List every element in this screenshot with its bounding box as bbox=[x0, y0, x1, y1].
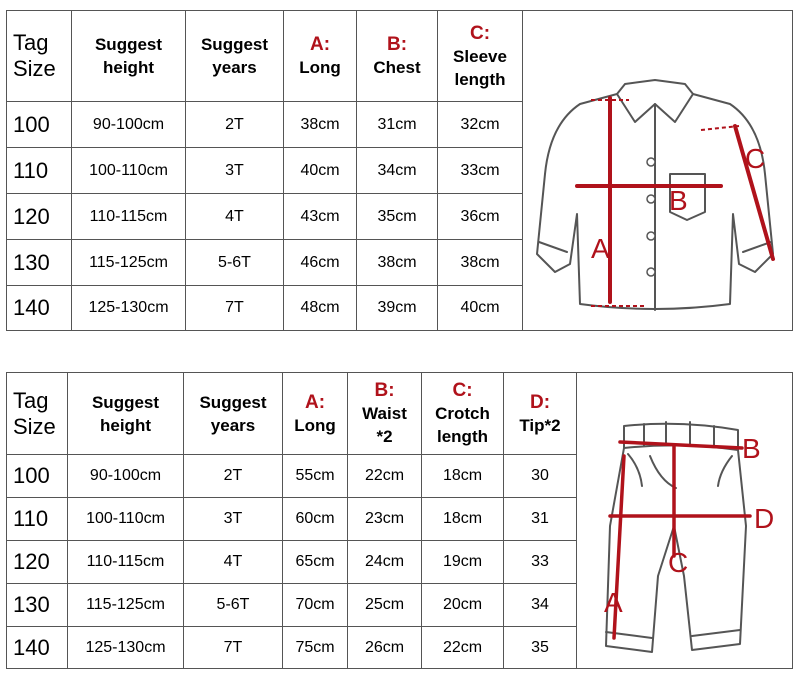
years-cell: 4T bbox=[184, 541, 283, 584]
sleeve-cell: 32cm bbox=[438, 102, 523, 148]
tip-cell: 34 bbox=[504, 584, 577, 627]
crotch-cell: 22cm bbox=[422, 627, 504, 669]
tag-size-cell: 130 bbox=[7, 584, 68, 627]
long-cell: 46cm bbox=[284, 240, 357, 286]
header-line: Tag bbox=[13, 387, 49, 413]
tip-cell: 35 bbox=[504, 627, 577, 669]
tag-size-cell: 120 bbox=[7, 194, 72, 240]
header-line: Long bbox=[299, 58, 341, 77]
diagram-label-d: D bbox=[754, 503, 775, 534]
long-cell: 65cm bbox=[283, 541, 348, 584]
long-cell: 38cm bbox=[284, 102, 357, 148]
header-line: Suggest bbox=[200, 35, 269, 54]
crotch-cell: 18cm bbox=[422, 455, 504, 498]
height-cell: 90-100cm bbox=[72, 102, 186, 148]
height-cell: 125-130cm bbox=[72, 286, 186, 331]
diagram-label-c: C bbox=[668, 547, 689, 578]
height-cell: 115-125cm bbox=[68, 584, 184, 627]
header-line: Tag bbox=[13, 30, 49, 55]
header-letter: A: bbox=[304, 391, 326, 413]
crotch-cell: 19cm bbox=[422, 541, 504, 584]
tip-cell: 33 bbox=[504, 541, 577, 584]
header-line: Suggest bbox=[91, 392, 160, 412]
crotch-length-header bbox=[422, 373, 504, 455]
years-cell: 2T bbox=[184, 455, 283, 498]
chest-header bbox=[357, 11, 438, 102]
diagram-label-c: C bbox=[745, 143, 766, 174]
long-cell: 70cm bbox=[283, 584, 348, 627]
diagram-label-b: B bbox=[669, 185, 688, 216]
sleeve-cell: 36cm bbox=[438, 194, 523, 240]
years-cell: 3T bbox=[184, 498, 283, 541]
chest-cell: 34cm bbox=[357, 148, 438, 194]
header-line: Chest bbox=[373, 58, 421, 77]
header-line: Size bbox=[13, 56, 56, 81]
sleeve-cell: 33cm bbox=[438, 148, 523, 194]
header-letter: C: bbox=[469, 22, 491, 44]
header-line: height bbox=[100, 415, 151, 435]
long-cell: 48cm bbox=[284, 286, 357, 331]
header-line: Suggest bbox=[199, 392, 267, 412]
buttons bbox=[647, 158, 655, 276]
years-cell: 5-6T bbox=[184, 584, 283, 627]
height-cell: 110-115cm bbox=[72, 194, 186, 240]
chest-cell: 38cm bbox=[357, 240, 438, 286]
tag-size-cell: 140 bbox=[7, 286, 72, 331]
shirt-measurement-diagram bbox=[525, 14, 787, 326]
pocket-lines bbox=[628, 454, 732, 486]
crotch-cell: 18cm bbox=[422, 498, 504, 541]
waist-cell: 23cm bbox=[348, 498, 422, 541]
waist-header bbox=[348, 373, 422, 455]
chest-cell: 31cm bbox=[357, 102, 438, 148]
suggest-height-header bbox=[72, 11, 186, 102]
crotch-cell: 20cm bbox=[422, 584, 504, 627]
header-line: height bbox=[103, 58, 154, 77]
height-cell: 90-100cm bbox=[68, 455, 184, 498]
waist-cell: 26cm bbox=[348, 627, 422, 669]
tag-size-cell: 140 bbox=[7, 627, 68, 669]
chest-cell: 35cm bbox=[357, 194, 438, 240]
tag-size-cell: 100 bbox=[7, 102, 72, 148]
years-cell: 5-6T bbox=[186, 240, 284, 286]
header-line: Tip*2 bbox=[519, 415, 561, 435]
sleeve-cell: 38cm bbox=[438, 240, 523, 286]
waist-cell: 24cm bbox=[348, 541, 422, 584]
height-cell: 125-130cm bbox=[68, 627, 184, 669]
header-line: Long bbox=[294, 415, 336, 435]
header-line: length bbox=[437, 427, 488, 446]
header-letter: D: bbox=[529, 391, 551, 413]
height-cell: 100-110cm bbox=[68, 498, 184, 541]
header-line: *2 bbox=[376, 427, 393, 446]
header-line: Sleeve bbox=[453, 46, 507, 66]
pants-measurement-diagram bbox=[580, 376, 788, 664]
diagram-label-a: A bbox=[604, 587, 623, 618]
header-line: Size bbox=[13, 413, 56, 439]
long-cell: 43cm bbox=[284, 194, 357, 240]
header-line: Crotch bbox=[435, 404, 490, 423]
tag-size-cell: 120 bbox=[7, 541, 68, 584]
tag-size-cell: 100 bbox=[7, 455, 68, 498]
years-cell: 3T bbox=[186, 148, 284, 194]
tip-cell: 30 bbox=[504, 455, 577, 498]
waist-cell: 22cm bbox=[348, 455, 422, 498]
header-letter: B: bbox=[374, 380, 395, 401]
years-cell: 4T bbox=[186, 194, 284, 240]
tag-size-cell: 130 bbox=[7, 240, 72, 286]
years-cell: 7T bbox=[184, 627, 283, 669]
long-cell: 55cm bbox=[283, 455, 348, 498]
long-header bbox=[283, 373, 348, 455]
years-cell: 7T bbox=[186, 286, 284, 331]
header-letter: A: bbox=[309, 34, 331, 55]
long-cell: 75cm bbox=[283, 627, 348, 669]
sleeve-length-header bbox=[438, 11, 523, 102]
tag-size-cell: 110 bbox=[7, 498, 68, 541]
height-cell: 110-115cm bbox=[68, 541, 184, 584]
tag-size-header bbox=[7, 11, 72, 102]
height-cell: 115-125cm bbox=[72, 240, 186, 286]
long-cell: 40cm bbox=[284, 148, 357, 194]
header-line: years bbox=[212, 58, 257, 77]
header-letter: B: bbox=[386, 34, 408, 55]
height-cell: 100-110cm bbox=[72, 148, 186, 194]
long-cell: 60cm bbox=[283, 498, 348, 541]
sleeve-cell: 40cm bbox=[438, 286, 523, 331]
header-line: Waist bbox=[362, 404, 407, 423]
header-line: Suggest bbox=[94, 35, 163, 54]
tag-size-header bbox=[7, 373, 68, 455]
header-line: length bbox=[454, 69, 506, 89]
tip-header bbox=[504, 373, 577, 455]
suggest-years-header bbox=[186, 11, 284, 102]
waist-cell: 25cm bbox=[348, 584, 422, 627]
diagram-label-b: B bbox=[742, 433, 761, 464]
suggest-years-header bbox=[184, 373, 283, 455]
years-cell: 2T bbox=[186, 102, 284, 148]
tag-size-cell: 110 bbox=[7, 148, 72, 194]
header-letter: C: bbox=[452, 380, 473, 401]
long-header bbox=[284, 11, 357, 102]
diagram-label-a: A bbox=[591, 233, 610, 264]
suggest-height-header bbox=[68, 373, 184, 455]
tip-cell: 31 bbox=[504, 498, 577, 541]
chest-cell: 39cm bbox=[357, 286, 438, 331]
header-line: years bbox=[210, 415, 256, 435]
cuff-lines bbox=[606, 630, 740, 638]
